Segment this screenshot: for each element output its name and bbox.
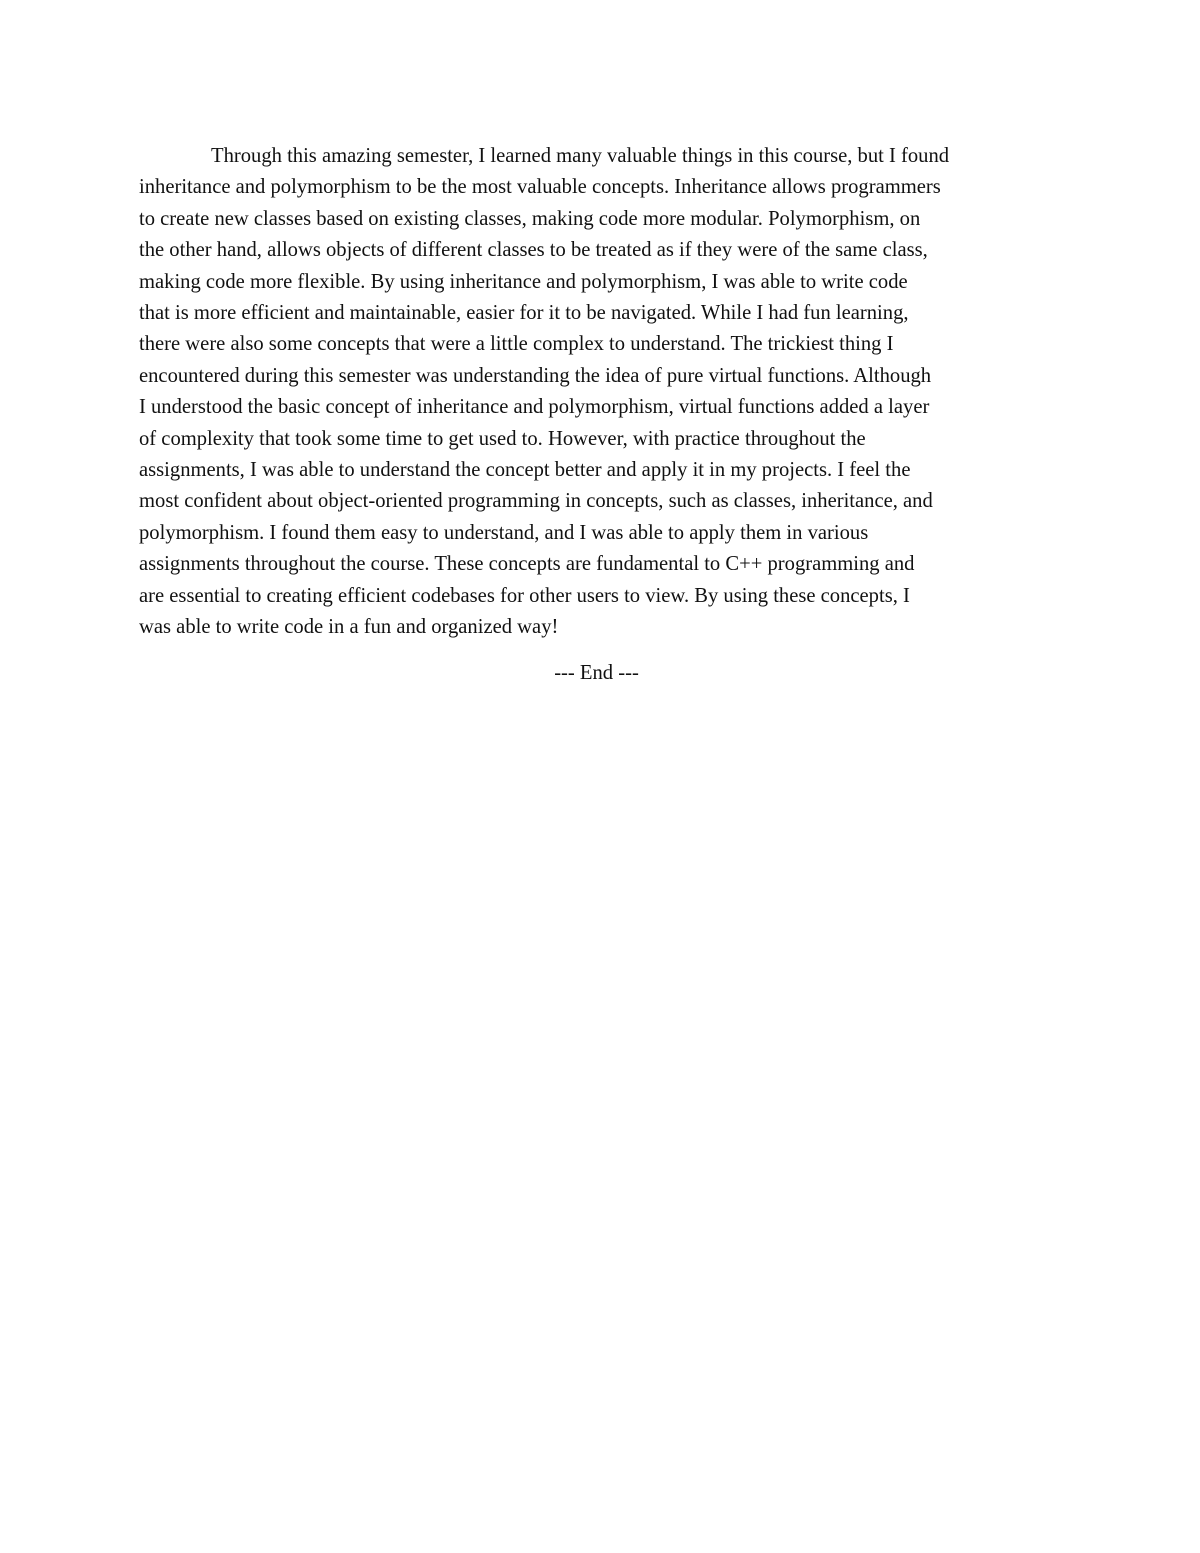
- paragraph-line: that is more efficient and maintainable, easier for it to be navigated. While I had fun learning,: [139, 302, 909, 325]
- paragraph-line: assignments, I was able to understand the concept better and apply it in my projects. I feel the: [139, 459, 911, 482]
- essay-paragraph: [139, 141, 1054, 644]
- paragraph-line: assignments throughout the course. These concepts are fundamental to C++ programming and: [139, 553, 915, 576]
- paragraph-line: of complexity that took some time to get used to. However, with practice throughout the: [139, 427, 866, 450]
- paragraph-line: was able to write code in a fun and organized way!: [139, 616, 559, 639]
- paragraph-line: polymorphism. I found them easy to understand, and I was able to apply them in various: [139, 521, 869, 544]
- paragraph-line: making code more flexible. By using inheritance and polymorphism, I was able to write code: [139, 270, 908, 293]
- end-marker: --- End ---: [554, 662, 639, 684]
- paragraph-line: to create new classes based on existing classes, making code more modular. Polymorphism, on: [139, 207, 921, 230]
- paragraph-line: Through this amazing semester, I learned many valuable things in this course, but I found: [211, 145, 950, 167]
- paragraph-line: inheritance and polymorphism to be the most valuable concepts. Inheritance allows programmers: [139, 176, 941, 199]
- paragraph-line: I understood the basic concept of inheritance and polymorphism, virtual functions added a layer: [139, 396, 930, 419]
- essay-body: [139, 141, 1054, 644]
- paragraph-line: encountered during this semester was understanding the idea of pure virtual functions. Although: [139, 364, 932, 387]
- paragraph-line: the other hand, allows objects of different classes to be treated as if they were of the same class,: [139, 239, 928, 262]
- paragraph-line: there were also some concepts that were a little complex to understand. The trickiest thing I: [139, 333, 894, 356]
- paragraph-line: most confident about object-oriented programming in concepts, such as classes, inheritance, and: [139, 490, 933, 513]
- paragraph-line: are essential to creating efficient codebases for other users to view. By using these concepts, I: [139, 584, 910, 607]
